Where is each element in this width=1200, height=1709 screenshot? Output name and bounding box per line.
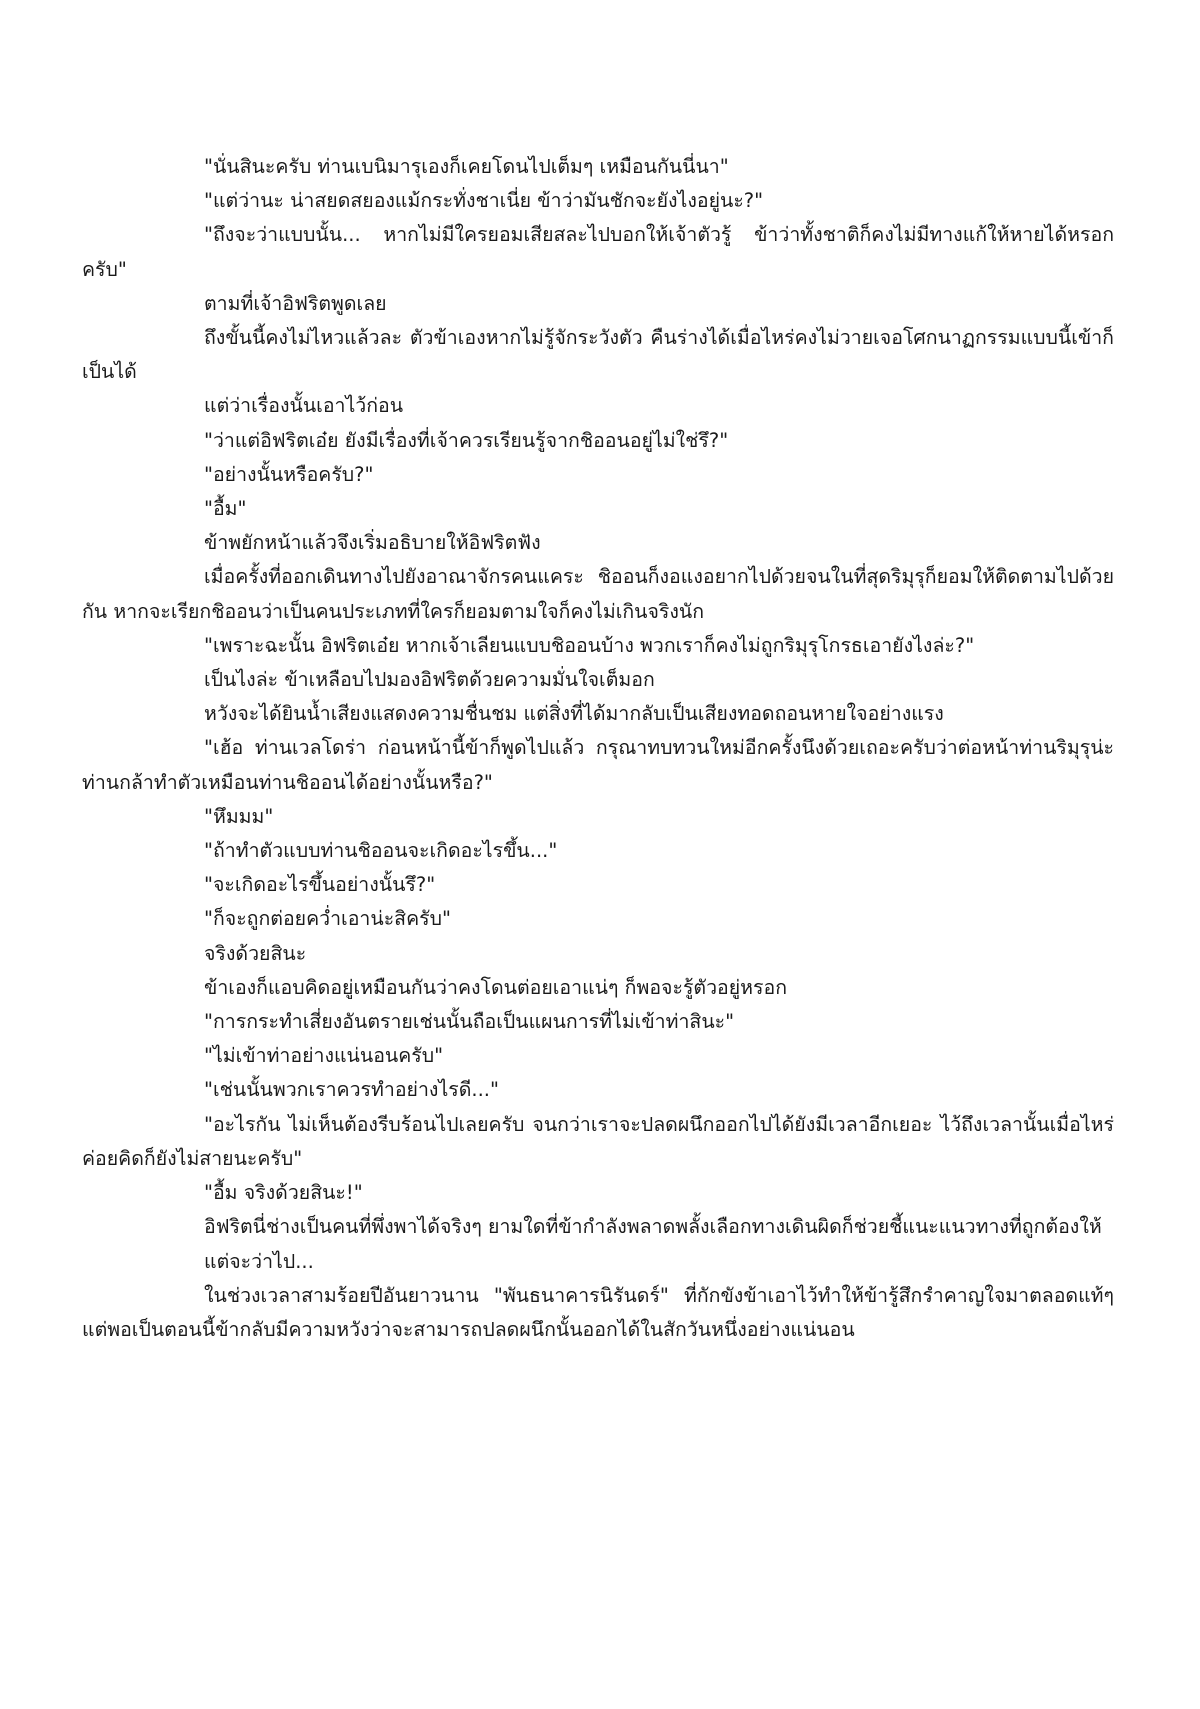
- paragraph: "ถึงจะว่าแบบนั้น... หากไม่มีใครยอมเสียสละไปบอกให้เจ้าตัวรู้ ข้าว่าทั้งชาติก็คงไม่มีทางแก้ให้หายได้หรอกครับ": [82, 223, 1114, 281]
- paragraph: "เฮ้อ ท่านเวลโดร่า ก่อนหน้านี้ข้าก็พูดไปแล้ว กรุณาทบทวนใหม่อีกครั้งนึงด้วยเถอะครับว่าต่อหน้าท่านริมุรุน่ะ ท่านกล้าทำตัวเหมือนท่านชิออนได้อย่างนั้นหรือ?": [82, 736, 1114, 794]
- paragraph: "ว่าแต่อิฟริตเอ๋ย ยังมีเรื่องที่เจ้าควรเรียนรู้จากชิออนอยู่ไม่ใช่รึ?": [204, 428, 729, 452]
- paragraph: "ถ้าทำตัวแบบท่านชิออนจะเกิดอะไรขึ้น...": [204, 839, 558, 863]
- paragraph: แต่จะว่าไป...: [204, 1249, 314, 1273]
- paragraph: "เช่นนั้นพวกเราควรทำอย่างไรดี...": [204, 1078, 499, 1102]
- paragraph: ข้าพยักหน้าแล้วจึงเริ่มอธิบายให้อิฟริตฟัง: [204, 531, 541, 555]
- paragraph: ถึงขั้นนี้คงไม่ไหวแล้วละ ตัวข้าเองหากไม่รู้จักระวังตัว คืนร่างได้เมื่อไหร่คงไม่วายเจอโศกนาฏกรรมแบบนี้เข้าก็เป็นได้: [82, 326, 1114, 384]
- paragraph: "แต่ว่านะ น่าสยดสยองแม้กระทั่งชาเนี่ย ข้าว่ามันชักจะยังไงอยู่นะ?": [204, 189, 764, 213]
- paragraph: เมื่อครั้งที่ออกเดินทางไปยังอาณาจักรคนแคระ ชิออนก็งอแงอยากไปด้วยจนในที่สุดริมุรุก็ยอมให้ติดตามไปด้วยกัน หากจะเรียกชิออนว่าเป็นคนประเภทที่ใครก็ยอมตามใจก็คงไม่เกินจริงนัก: [82, 565, 1114, 623]
- paragraph: "อย่างนั้นหรือครับ?": [204, 462, 374, 486]
- paragraph: "เพราะฉะนั้น อิฟริตเอ๋ย หากเจ้าเลียนแบบชิออนบ้าง พวกเราก็คงไม่ถูกริมุรุโกรธเอายังไงล่ะ?": [204, 633, 975, 657]
- paragraph: "อื้ม จริงด้วยสินะ!": [204, 1181, 363, 1205]
- paragraph: อิฟริตนี่ช่างเป็นคนที่พึ่งพาได้จริงๆ ยามใดที่ข้ากำลังพลาดพลั้งเลือกทางเดินผิดก็ช่วยชี้แนะแนวทางที่ถูกต้องให้: [204, 1215, 1102, 1239]
- paragraph: "ไม่เข้าท่าอย่างแน่นอนครับ": [204, 1044, 444, 1068]
- paragraph: "หึมมม": [204, 804, 274, 828]
- paragraph: "นั่นสินะครับ ท่านเบนิมารุเองก็เคยโดนไปเต็มๆ เหมือนกันนี่นา": [204, 155, 729, 178]
- paragraph: ตามที่เจ้าอิฟริตพูดเลย: [204, 291, 387, 315]
- paragraph: เป็นไงล่ะ ข้าเหลือบไปมองอิฟริตด้วยความมั่นใจเต็มอก: [204, 668, 655, 692]
- paragraph: หวังจะได้ยินน้ำเสียงแสดงความชื่นชม แต่สิ่งที่ได้มากลับเป็นเสียงทอดถอนหายใจอย่างแรง: [204, 702, 944, 726]
- paragraph: "การกระทำเสี่ยงอันตรายเช่นนั้นถือเป็นแผนการที่ไม่เข้าท่าสินะ": [204, 1010, 735, 1034]
- paragraph: "อะไรกัน ไม่เห็นต้องรีบร้อนไปเลยครับ จนกว่าเราจะปลดผนึกออกไปได้ยังมีเวลาอีกเยอะ ไว้ถึงเวลานั้นเมื่อไหร่ค่อยคิดก็ยังไม่สายนะครับ": [82, 1112, 1114, 1170]
- paragraph: ข้าเองก็แอบคิดอยู่เหมือนกันว่าคงโดนต่อยเอาแน่ๆ ก็พอจะรู้ตัวอยู่หรอก: [204, 975, 788, 999]
- paragraph: "จะเกิดอะไรขึ้นอย่างนั้นรึ?": [204, 873, 436, 897]
- paragraph: ในช่วงเวลาสามร้อยปีอันยาวนาน "พันธนาคารนิรันดร์" ที่กักขังข้าเอาไว้ทำให้ข้ารู้สึกรำคาญใจมาตลอดแท้ๆ แต่พอเป็นตอนนี้ข้ากลับมีความหวังว่าจะสามารถปลดผนึกนั้นออกได้ในสักวันหนึ่งอย่างแน่นอน: [82, 1283, 1114, 1341]
- paragraph: จริงด้วยสินะ: [204, 941, 307, 965]
- paragraph: "ก็จะถูกต่อยคว่ำเอาน่ะสิครับ": [204, 907, 451, 931]
- document-body: [82, 150, 1114, 1347]
- paragraph: แต่ว่าเรื่องนั้นเอาไว้ก่อน: [204, 394, 404, 418]
- paragraph: "อื้ม": [204, 497, 247, 521]
